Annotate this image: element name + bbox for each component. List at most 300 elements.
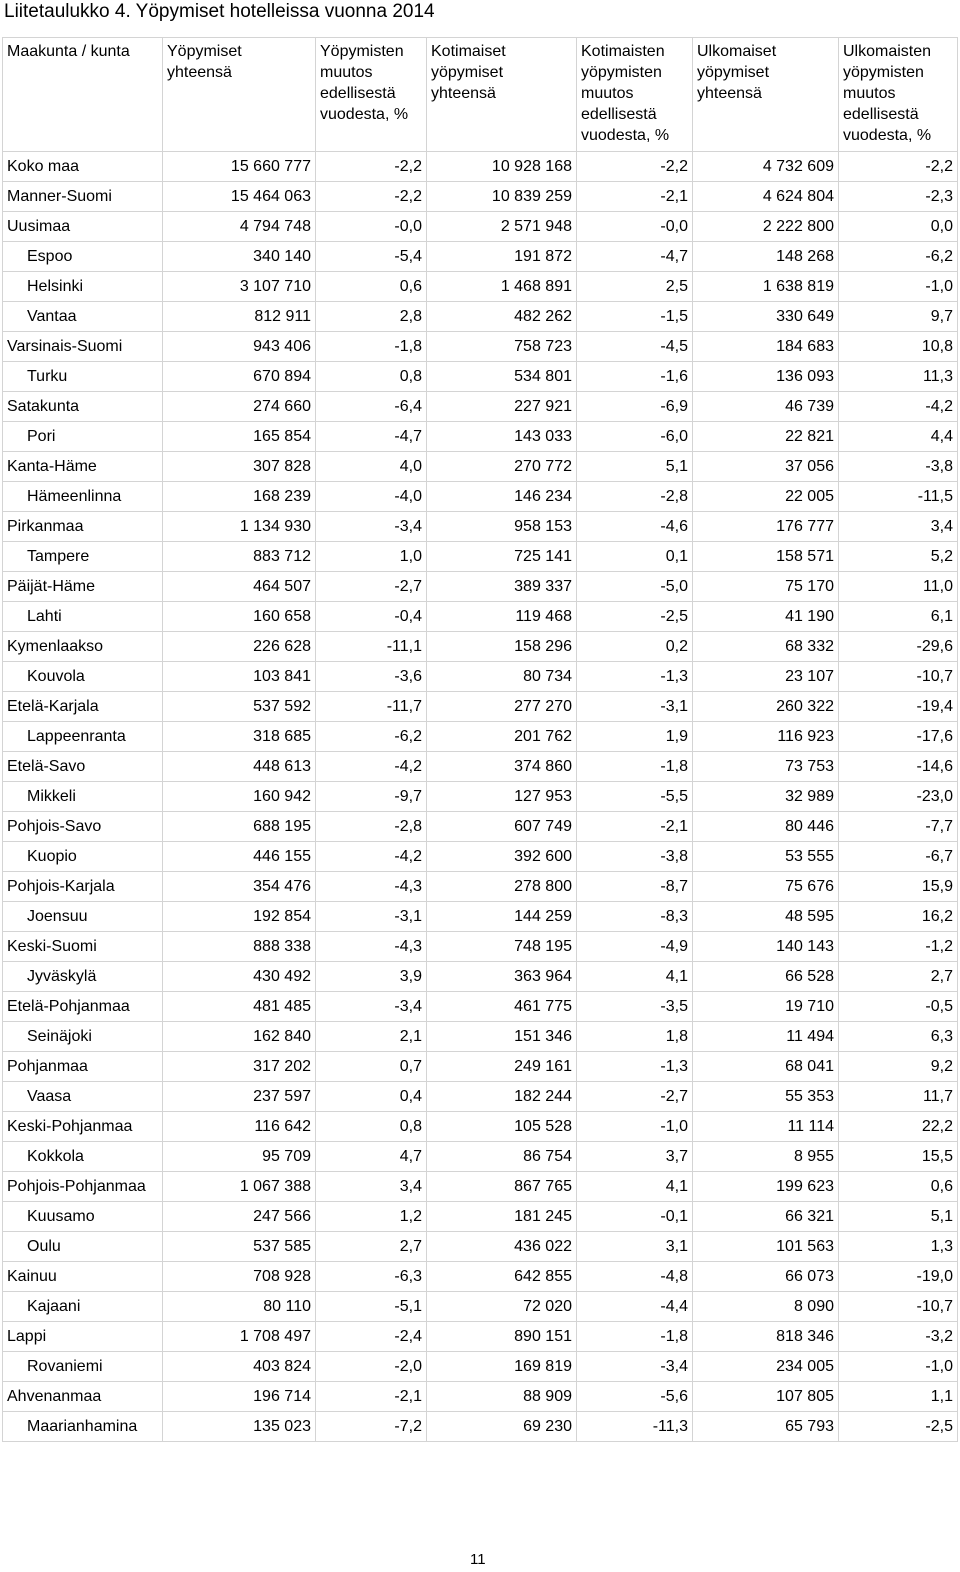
- value-cell: -11,5: [839, 482, 958, 512]
- value-cell: 812 911: [163, 302, 316, 332]
- value-cell: 196 714: [163, 1382, 316, 1412]
- row-label-cell: Mikkeli: [3, 782, 163, 812]
- value-cell: 1,3: [839, 1232, 958, 1262]
- value-cell: -4,3: [316, 932, 427, 962]
- value-cell: 168 239: [163, 482, 316, 512]
- value-cell: 9,7: [839, 302, 958, 332]
- table-row-municipality: [3, 602, 958, 632]
- row-label-cell: Joensuu: [3, 902, 163, 932]
- value-cell: 890 151: [427, 1322, 577, 1352]
- row-label-cell: Espoo: [3, 242, 163, 272]
- row-label-cell: Pohjois-Savo: [3, 812, 163, 842]
- table-row-region: [3, 812, 958, 842]
- value-cell: 482 262: [427, 302, 577, 332]
- table-row-municipality: [3, 1292, 958, 1322]
- value-cell: -2,8: [316, 812, 427, 842]
- table-row-region: [3, 692, 958, 722]
- value-cell: 182 244: [427, 1082, 577, 1112]
- value-cell: 2,8: [316, 302, 427, 332]
- row-label-cell: Kanta-Häme: [3, 452, 163, 482]
- value-cell: 0,8: [316, 362, 427, 392]
- value-cell: 46 739: [693, 392, 839, 422]
- value-cell: 0,6: [839, 1172, 958, 1202]
- value-cell: 55 353: [693, 1082, 839, 1112]
- value-cell: 176 777: [693, 512, 839, 542]
- row-label-cell: Uusimaa: [3, 212, 163, 242]
- table-row-municipality: [3, 1412, 958, 1442]
- value-cell: 237 597: [163, 1082, 316, 1112]
- value-cell: 363 964: [427, 962, 577, 992]
- table-row-region: [3, 752, 958, 782]
- table-row-municipality: [3, 722, 958, 752]
- value-cell: -3,1: [316, 902, 427, 932]
- value-cell: 3,1: [577, 1232, 693, 1262]
- value-cell: 0,8: [316, 1112, 427, 1142]
- value-cell: 73 753: [693, 752, 839, 782]
- row-label-cell: Jyväskylä: [3, 962, 163, 992]
- value-cell: 670 894: [163, 362, 316, 392]
- table-row-municipality: [3, 1352, 958, 1382]
- value-cell: 481 485: [163, 992, 316, 1022]
- value-cell: 136 093: [693, 362, 839, 392]
- table-row-region: [3, 392, 958, 422]
- value-cell: -4,5: [577, 332, 693, 362]
- value-cell: 65 793: [693, 1412, 839, 1442]
- row-label-cell: Oulu: [3, 1232, 163, 1262]
- value-cell: 340 140: [163, 242, 316, 272]
- row-label-cell: Etelä-Savo: [3, 752, 163, 782]
- value-cell: -10,7: [839, 1292, 958, 1322]
- value-cell: 75 170: [693, 572, 839, 602]
- value-cell: 430 492: [163, 962, 316, 992]
- value-cell: 4 794 748: [163, 212, 316, 242]
- row-label-cell: Lappi: [3, 1322, 163, 1352]
- value-cell: 277 270: [427, 692, 577, 722]
- value-cell: 2 571 948: [427, 212, 577, 242]
- row-label-cell: Pirkanmaa: [3, 512, 163, 542]
- table-header-row: [3, 38, 958, 152]
- value-cell: 160 942: [163, 782, 316, 812]
- value-cell: 101 563: [693, 1232, 839, 1262]
- value-cell: 86 754: [427, 1142, 577, 1172]
- value-cell: 403 824: [163, 1352, 316, 1382]
- value-cell: -1,0: [839, 272, 958, 302]
- table-row-region: [3, 182, 958, 212]
- value-cell: -2,7: [577, 1082, 693, 1112]
- value-cell: -6,7: [839, 842, 958, 872]
- value-cell: 278 800: [427, 872, 577, 902]
- value-cell: 0,6: [316, 272, 427, 302]
- value-cell: 8 955: [693, 1142, 839, 1172]
- table-row-municipality: [3, 1232, 958, 1262]
- table-row-municipality: [3, 362, 958, 392]
- row-label-cell: Satakunta: [3, 392, 163, 422]
- value-cell: -8,7: [577, 872, 693, 902]
- value-cell: 72 020: [427, 1292, 577, 1322]
- value-cell: 88 909: [427, 1382, 577, 1412]
- row-label-cell: Vantaa: [3, 302, 163, 332]
- value-cell: 392 600: [427, 842, 577, 872]
- value-cell: -29,6: [839, 632, 958, 662]
- value-cell: 446 155: [163, 842, 316, 872]
- value-cell: 66 528: [693, 962, 839, 992]
- value-cell: -2,2: [316, 152, 427, 182]
- value-cell: 11 494: [693, 1022, 839, 1052]
- value-cell: -14,6: [839, 752, 958, 782]
- row-label-cell: Kokkola: [3, 1142, 163, 1172]
- row-label-cell: Turku: [3, 362, 163, 392]
- value-cell: 1,9: [577, 722, 693, 752]
- table-row-region: [3, 1322, 958, 1352]
- row-label-cell: Hämeenlinna: [3, 482, 163, 512]
- value-cell: 307 828: [163, 452, 316, 482]
- table-row-municipality: [3, 782, 958, 812]
- value-cell: -0,1: [577, 1202, 693, 1232]
- value-cell: 10,8: [839, 332, 958, 362]
- row-label-cell: Kajaani: [3, 1292, 163, 1322]
- value-cell: 1,0: [316, 542, 427, 572]
- value-cell: -4,2: [839, 392, 958, 422]
- value-cell: -2,5: [839, 1412, 958, 1442]
- value-cell: 688 195: [163, 812, 316, 842]
- value-cell: 181 245: [427, 1202, 577, 1232]
- value-cell: 151 346: [427, 1022, 577, 1052]
- value-cell: 80 446: [693, 812, 839, 842]
- value-cell: 247 566: [163, 1202, 316, 1232]
- value-cell: -3,4: [577, 1352, 693, 1382]
- value-cell: 0,7: [316, 1052, 427, 1082]
- column-header: Ulkomaiset yöpymiset yhteensä: [693, 38, 839, 152]
- value-cell: 48 595: [693, 902, 839, 932]
- value-cell: 2,7: [839, 962, 958, 992]
- value-cell: 4,1: [577, 1172, 693, 1202]
- value-cell: -3,6: [316, 662, 427, 692]
- value-cell: 140 143: [693, 932, 839, 962]
- value-cell: 4,7: [316, 1142, 427, 1172]
- value-cell: 10 839 259: [427, 182, 577, 212]
- value-cell: -11,1: [316, 632, 427, 662]
- row-label-cell: Ahvenanmaa: [3, 1382, 163, 1412]
- table-row-region: [3, 1262, 958, 1292]
- value-cell: 748 195: [427, 932, 577, 962]
- row-label-cell: Lappeenranta: [3, 722, 163, 752]
- value-cell: 2,1: [316, 1022, 427, 1052]
- value-cell: -2,3: [839, 182, 958, 212]
- column-header: Kotimaiset yöpymiset yhteensä: [427, 38, 577, 152]
- table-row-municipality: [3, 1142, 958, 1172]
- table-row-municipality: [3, 422, 958, 452]
- value-cell: 105 528: [427, 1112, 577, 1142]
- value-cell: 1 067 388: [163, 1172, 316, 1202]
- table-row-municipality: [3, 242, 958, 272]
- value-cell: 274 660: [163, 392, 316, 422]
- value-cell: 818 346: [693, 1322, 839, 1352]
- value-cell: -4,9: [577, 932, 693, 962]
- value-cell: -3,8: [577, 842, 693, 872]
- value-cell: 3,7: [577, 1142, 693, 1172]
- statistics-table: [2, 37, 958, 1442]
- table-row-municipality: [3, 842, 958, 872]
- value-cell: 9,2: [839, 1052, 958, 1082]
- value-cell: 1,1: [839, 1382, 958, 1412]
- value-cell: 1 638 819: [693, 272, 839, 302]
- value-cell: 1 468 891: [427, 272, 577, 302]
- value-cell: 354 476: [163, 872, 316, 902]
- value-cell: 119 468: [427, 602, 577, 632]
- value-cell: 95 709: [163, 1142, 316, 1172]
- table-body: [3, 152, 958, 1442]
- page-title: Liitetaulukko 4. Yöpymiset hotelleissa vuonna 2014: [4, 1, 435, 22]
- value-cell: 226 628: [163, 632, 316, 662]
- table-row-region: [3, 872, 958, 902]
- value-cell: 8 090: [693, 1292, 839, 1322]
- value-cell: 5,1: [839, 1202, 958, 1232]
- value-cell: 103 841: [163, 662, 316, 692]
- value-cell: -1,8: [577, 752, 693, 782]
- value-cell: 75 676: [693, 872, 839, 902]
- value-cell: 22 821: [693, 422, 839, 452]
- value-cell: 66 321: [693, 1202, 839, 1232]
- value-cell: 107 805: [693, 1382, 839, 1412]
- value-cell: -1,0: [577, 1112, 693, 1142]
- value-cell: -1,5: [577, 302, 693, 332]
- value-cell: -8,3: [577, 902, 693, 932]
- table-row-region: [3, 1172, 958, 1202]
- value-cell: 3,4: [839, 512, 958, 542]
- table-row-region: [3, 992, 958, 1022]
- value-cell: -5,0: [577, 572, 693, 602]
- value-cell: 1 134 930: [163, 512, 316, 542]
- value-cell: 270 772: [427, 452, 577, 482]
- table-row-region: [3, 572, 958, 602]
- value-cell: -4,3: [316, 872, 427, 902]
- value-cell: 2 222 800: [693, 212, 839, 242]
- value-cell: 389 337: [427, 572, 577, 602]
- value-cell: 23 107: [693, 662, 839, 692]
- value-cell: -2,2: [316, 182, 427, 212]
- value-cell: 165 854: [163, 422, 316, 452]
- table-row-municipality: [3, 302, 958, 332]
- value-cell: -6,4: [316, 392, 427, 422]
- value-cell: 199 623: [693, 1172, 839, 1202]
- value-cell: 708 928: [163, 1262, 316, 1292]
- value-cell: -2,7: [316, 572, 427, 602]
- value-cell: 6,3: [839, 1022, 958, 1052]
- table-row-region: [3, 452, 958, 482]
- value-cell: 191 872: [427, 242, 577, 272]
- row-label-cell: Kuusamo: [3, 1202, 163, 1232]
- value-cell: -6,9: [577, 392, 693, 422]
- table-row-municipality: [3, 662, 958, 692]
- value-cell: 11,3: [839, 362, 958, 392]
- value-cell: 80 110: [163, 1292, 316, 1322]
- value-cell: -5,5: [577, 782, 693, 812]
- value-cell: 758 723: [427, 332, 577, 362]
- value-cell: -7,2: [316, 1412, 427, 1442]
- table-row-region: [3, 332, 958, 362]
- value-cell: -1,6: [577, 362, 693, 392]
- value-cell: -4,6: [577, 512, 693, 542]
- value-cell: 642 855: [427, 1262, 577, 1292]
- page-number: 11: [470, 1551, 486, 1568]
- table-row-region: [3, 632, 958, 662]
- value-cell: 116 923: [693, 722, 839, 752]
- value-cell: 3 107 710: [163, 272, 316, 302]
- value-cell: 464 507: [163, 572, 316, 602]
- value-cell: -17,6: [839, 722, 958, 752]
- value-cell: -6,2: [839, 242, 958, 272]
- value-cell: 448 613: [163, 752, 316, 782]
- value-cell: -1,8: [577, 1322, 693, 1352]
- value-cell: 32 989: [693, 782, 839, 812]
- value-cell: 16,2: [839, 902, 958, 932]
- value-cell: -19,4: [839, 692, 958, 722]
- value-cell: 1,2: [316, 1202, 427, 1232]
- value-cell: -6,2: [316, 722, 427, 752]
- table-row-municipality: [3, 272, 958, 302]
- table-row-region: [3, 932, 958, 962]
- value-cell: 2,5: [577, 272, 693, 302]
- table-row-municipality: [3, 1202, 958, 1232]
- value-cell: 1 708 497: [163, 1322, 316, 1352]
- value-cell: -1,8: [316, 332, 427, 362]
- table-row-municipality: [3, 482, 958, 512]
- value-cell: 41 190: [693, 602, 839, 632]
- value-cell: -4,2: [316, 752, 427, 782]
- value-cell: -2,8: [577, 482, 693, 512]
- value-cell: -2,2: [839, 152, 958, 182]
- value-cell: 69 230: [427, 1412, 577, 1442]
- value-cell: 234 005: [693, 1352, 839, 1382]
- value-cell: -11,7: [316, 692, 427, 722]
- value-cell: 4 624 804: [693, 182, 839, 212]
- table-row-region: [3, 512, 958, 542]
- value-cell: 3,9: [316, 962, 427, 992]
- value-cell: -2,0: [316, 1352, 427, 1382]
- value-cell: 260 322: [693, 692, 839, 722]
- value-cell: 436 022: [427, 1232, 577, 1262]
- value-cell: 22,2: [839, 1112, 958, 1142]
- row-label-cell: Rovaniemi: [3, 1352, 163, 1382]
- row-label-cell: Kouvola: [3, 662, 163, 692]
- row-label-cell: Pohjois-Karjala: [3, 872, 163, 902]
- value-cell: 0,1: [577, 542, 693, 572]
- value-cell: -1,0: [839, 1352, 958, 1382]
- value-cell: 192 854: [163, 902, 316, 932]
- value-cell: 330 649: [693, 302, 839, 332]
- value-cell: 534 801: [427, 362, 577, 392]
- value-cell: 4,4: [839, 422, 958, 452]
- value-cell: 0,0: [839, 212, 958, 242]
- value-cell: 66 073: [693, 1262, 839, 1292]
- value-cell: -0,0: [316, 212, 427, 242]
- value-cell: 127 953: [427, 782, 577, 812]
- value-cell: -1,2: [839, 932, 958, 962]
- value-cell: 201 762: [427, 722, 577, 752]
- value-cell: 943 406: [163, 332, 316, 362]
- value-cell: 958 153: [427, 512, 577, 542]
- value-cell: 607 749: [427, 812, 577, 842]
- value-cell: -3,2: [839, 1322, 958, 1352]
- value-cell: 15 660 777: [163, 152, 316, 182]
- value-cell: -2,5: [577, 602, 693, 632]
- value-cell: 37 056: [693, 452, 839, 482]
- value-cell: -3,8: [839, 452, 958, 482]
- value-cell: 249 161: [427, 1052, 577, 1082]
- value-cell: -5,6: [577, 1382, 693, 1412]
- table-row-region: [3, 1112, 958, 1142]
- value-cell: 22 005: [693, 482, 839, 512]
- value-cell: 5,1: [577, 452, 693, 482]
- row-label-cell: Koko maa: [3, 152, 163, 182]
- value-cell: 11 114: [693, 1112, 839, 1142]
- value-cell: 19 710: [693, 992, 839, 1022]
- value-cell: 867 765: [427, 1172, 577, 1202]
- value-cell: 461 775: [427, 992, 577, 1022]
- column-header: Maakunta / kunta: [3, 38, 163, 152]
- value-cell: 1,8: [577, 1022, 693, 1052]
- table-row-municipality: [3, 542, 958, 572]
- value-cell: 227 921: [427, 392, 577, 422]
- value-cell: 15 464 063: [163, 182, 316, 212]
- row-label-cell: Lahti: [3, 602, 163, 632]
- value-cell: -3,4: [316, 992, 427, 1022]
- value-cell: -0,4: [316, 602, 427, 632]
- table-row-region: [3, 1052, 958, 1082]
- value-cell: 317 202: [163, 1052, 316, 1082]
- table-row-municipality: [3, 1082, 958, 1112]
- value-cell: 888 338: [163, 932, 316, 962]
- value-cell: 15,5: [839, 1142, 958, 1172]
- value-cell: 537 585: [163, 1232, 316, 1262]
- value-cell: 162 840: [163, 1022, 316, 1052]
- table-row-region: [3, 212, 958, 242]
- value-cell: 883 712: [163, 542, 316, 572]
- value-cell: -1,3: [577, 662, 693, 692]
- row-label-cell: Keski-Pohjanmaa: [3, 1112, 163, 1142]
- value-cell: -2,1: [577, 812, 693, 842]
- value-cell: -9,7: [316, 782, 427, 812]
- value-cell: 143 033: [427, 422, 577, 452]
- value-cell: 5,2: [839, 542, 958, 572]
- value-cell: -4,4: [577, 1292, 693, 1322]
- row-label-cell: Maarianhamina: [3, 1412, 163, 1442]
- value-cell: 15,9: [839, 872, 958, 902]
- row-label-cell: Kuopio: [3, 842, 163, 872]
- row-label-cell: Päijät-Häme: [3, 572, 163, 602]
- column-header: Kotimaisten yöpymisten muutos edellisestä vuodesta, %: [577, 38, 693, 152]
- value-cell: -6,3: [316, 1262, 427, 1292]
- value-cell: 0,4: [316, 1082, 427, 1112]
- table-row-municipality: [3, 1022, 958, 1052]
- value-cell: -2,1: [316, 1382, 427, 1412]
- value-cell: 68 332: [693, 632, 839, 662]
- row-label-cell: Pohjanmaa: [3, 1052, 163, 1082]
- value-cell: -3,4: [316, 512, 427, 542]
- value-cell: -0,5: [839, 992, 958, 1022]
- value-cell: 146 234: [427, 482, 577, 512]
- table-row-region: [3, 152, 958, 182]
- value-cell: 0,2: [577, 632, 693, 662]
- table-row-municipality: [3, 962, 958, 992]
- row-label-cell: Helsinki: [3, 272, 163, 302]
- value-cell: 4,0: [316, 452, 427, 482]
- value-cell: 169 819: [427, 1352, 577, 1382]
- value-cell: 53 555: [693, 842, 839, 872]
- value-cell: 116 642: [163, 1112, 316, 1142]
- row-label-cell: Kymenlaakso: [3, 632, 163, 662]
- value-cell: -5,1: [316, 1292, 427, 1322]
